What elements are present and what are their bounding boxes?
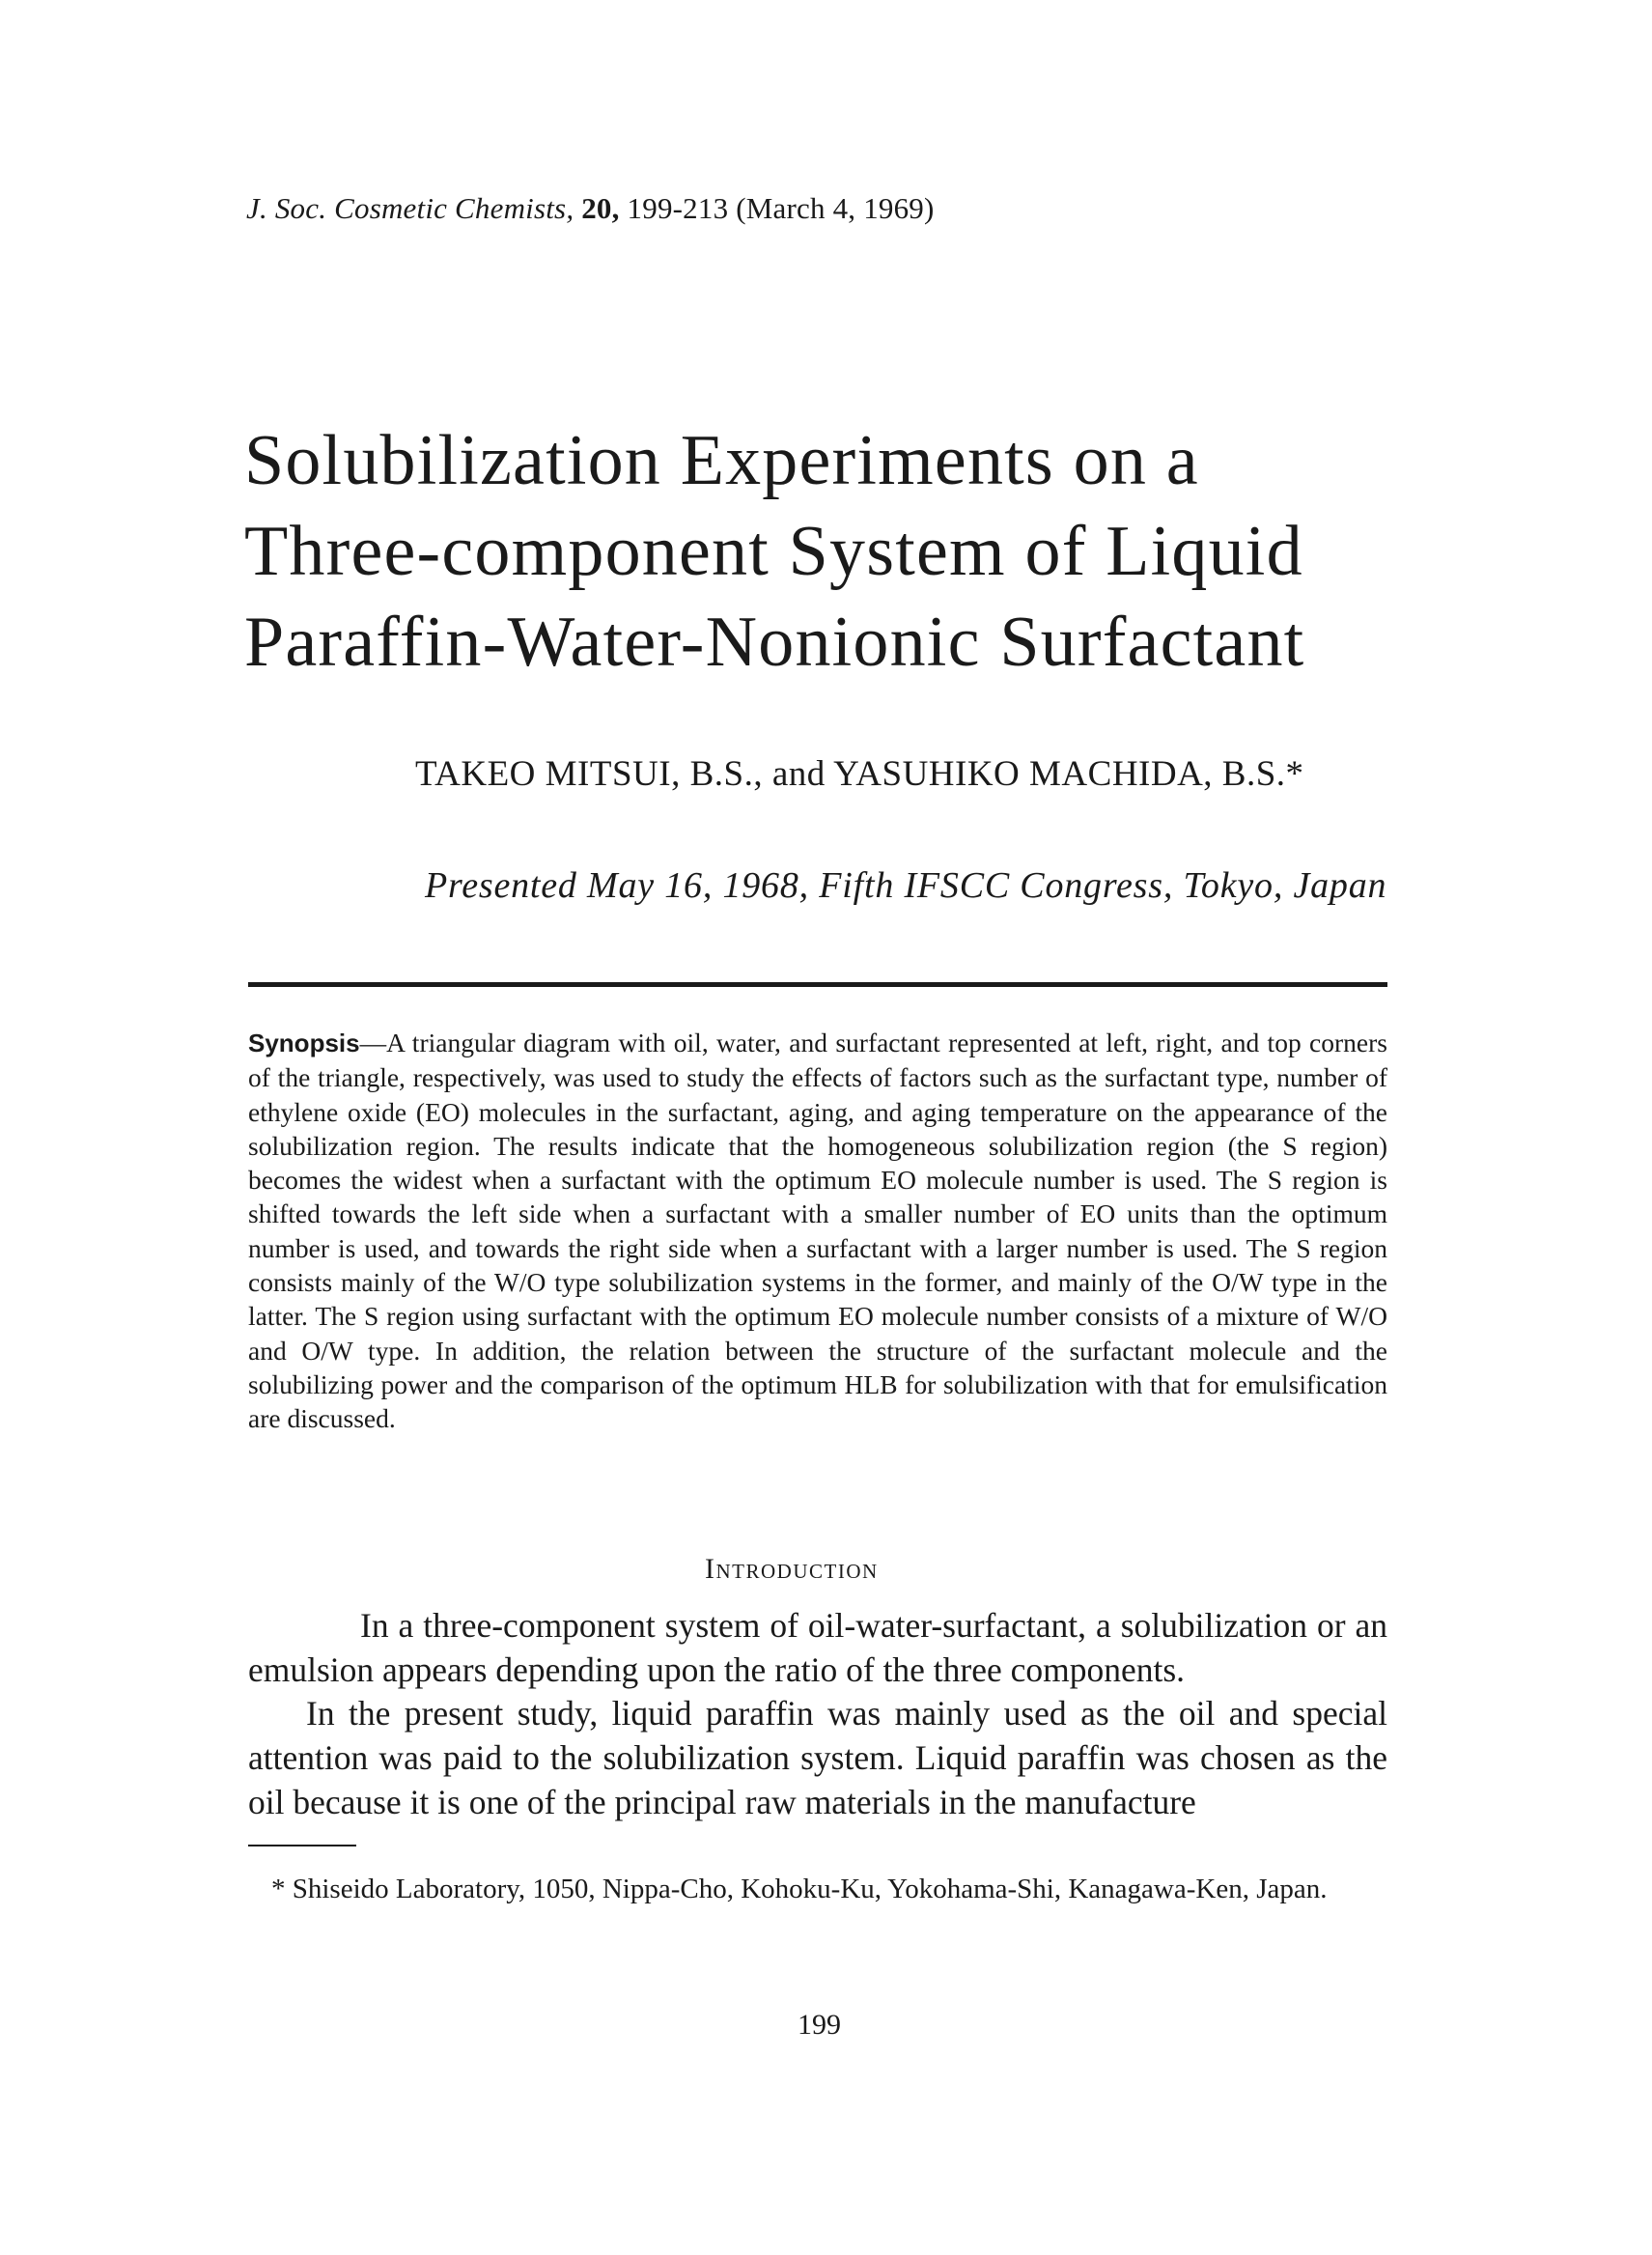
title-line-3: Paraffin-Water-Nonionic Surfactant [244, 603, 1305, 682]
introduction-paragraph-2: In the present study, liquid paraffin was mainly used as the oil and special attention was paid to the solubilization system. Liquid paraffin was chosen as the oil because it is one of the principal raw materials in the manufacture [248, 1694, 1387, 1821]
paper-title [244, 415, 1451, 688]
presented-note: Presented May 16, 1968, Fifth IFSCC Congress, Tokyo, Japan [425, 865, 1387, 906]
header-divider [248, 982, 1387, 987]
title-line-1: Solubilization Experiments on a [244, 421, 1199, 500]
introduction-heading: Introduction [705, 1553, 879, 1585]
affiliation-footnote: * Shiseido Laboratory, 1050, Nippa-Cho, Kohoku-Ku, Yokohama-Shi, Kanagawa-Ken, Japan. [271, 1874, 1328, 1904]
journal-volume: 20, [581, 191, 620, 225]
authors: TAKEO MITSUI, B.S., and YASUHIKO MACHIDA, B.S.* [415, 754, 1304, 794]
journal-name: J. Soc. Cosmetic Chemists, [246, 191, 574, 225]
journal-citation [246, 191, 935, 226]
journal-pages-date: 199-213 (March 4, 1969) [627, 191, 935, 225]
title-line-2: Three-component System of Liquid [244, 512, 1303, 591]
footnote-divider [248, 1845, 356, 1846]
synopsis-label: Synopsis [248, 1029, 360, 1057]
synopsis-text: —A triangular diagram with oil, water, and surfactant represented at left, right, and top corners of the triangle, respectively, was used to study the effects of factors such as the surfactant type, number of ethylene oxide (EO) molecules in the surfactant, aging, and aging temperature on the appearance of the solubilization region. The results indicate that the homogeneous solubilization region (the S region) becomes the widest when a surfactant with the optimum EO molecule number is used. The S region is shifted towards the left side when a surfactant with a smaller number of EO units than the optimum number is used, and towards the right side when a surfactant with a larger number is used. The S region consists mainly of the W/O type solubilization systems in the former, and mainly of the O/W type in the latter. The S region using surfactant with the optimum EO molecule number consists of a mixture of W/O and O/W type. In addition, the relation between the structure of the surfactant molecule and the solubilizing power and the comparison of the optimum HLB for solubilization with that for emulsification are discussed. [248, 1028, 1387, 1434]
introduction-paragraph-1: In a three-component system of oil-water-surfactant, a solubilization or an emulsion appears depending upon the ratio of the three components. [248, 1606, 1387, 1689]
page-number: 199 [798, 2009, 841, 2041]
synopsis [248, 1026, 1387, 1436]
